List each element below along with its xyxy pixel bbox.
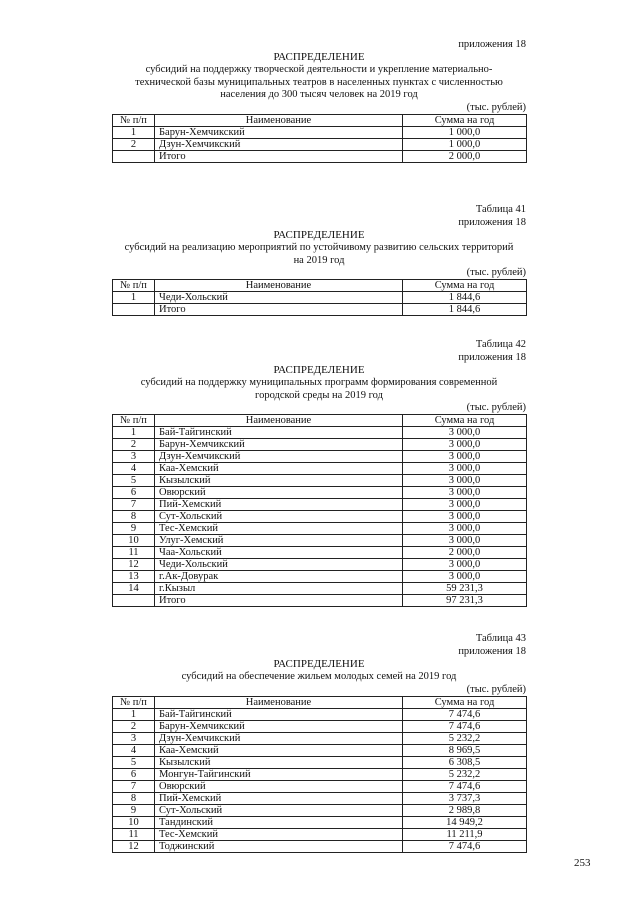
row-name-cell: Дзун-Хемчикский [155,732,403,744]
table-row [113,451,527,463]
distribution-table [112,696,527,853]
row-sum-cell: 8 969,5 [403,744,527,756]
row-number-cell: 7 [113,499,155,511]
units-label: (тыс. рублей) [466,267,526,279]
appendix-reference: приложения 18 [458,646,526,657]
row-sum-cell: 97 231,3 [403,595,527,607]
table-row [113,475,527,487]
table-row [113,732,527,744]
row-sum-cell: 3 000,0 [403,439,527,451]
row-sum-cell: 3 000,0 [403,559,527,571]
table-row [113,292,527,304]
table-row [113,487,527,499]
row-sum-cell: 3 737,3 [403,792,527,804]
row-name-cell: Бай-Тайгинский [155,427,403,439]
row-name-cell: Тес-Хемский [155,523,403,535]
row-name-cell: г.Кызыл [155,583,403,595]
table-row [113,427,527,439]
row-number-cell: 10 [113,535,155,547]
row-number-cell: 11 [113,828,155,840]
row-name-cell: Барун-Хемчикский [155,126,403,138]
row-name-cell: Монгун-Тайгинский [155,768,403,780]
table-row [113,816,527,828]
row-name-cell: г.Ак-Довурак [155,571,403,583]
row-name-cell: Чаа-Хольский [155,547,403,559]
table-row [113,828,527,840]
column-header-name: Наименование [155,114,403,126]
row-sum-cell: 3 000,0 [403,523,527,535]
column-header-number: № п/п [113,696,155,708]
row-name-cell: Дзун-Хемчикский [155,138,403,150]
row-sum-cell: 3 000,0 [403,475,527,487]
table-row [113,804,527,816]
table-row [113,708,527,720]
section-subtitle-line: городской среды на 2019 год [255,389,383,401]
row-number-cell: 9 [113,804,155,816]
row-number-cell: 6 [113,487,155,499]
distribution-table [112,114,527,163]
units-label: (тыс. рублей) [466,683,526,695]
table-header-row [113,280,527,292]
row-sum-cell: 7 474,6 [403,780,527,792]
row-name-cell: Итого [155,595,403,607]
column-header-sum: Сумма на год [403,415,527,427]
table-row [113,126,527,138]
column-header-number: № п/п [113,280,155,292]
row-number-cell: 4 [113,463,155,475]
row-number-cell: 1 [113,427,155,439]
table-row [113,547,527,559]
section-subtitle-line: субсидий на поддержку муниципальных программ формирования современной [140,377,498,388]
table-row [113,511,527,523]
row-sum-cell: 5 232,2 [403,732,527,744]
row-name-cell: Каа-Хемский [155,463,403,475]
table-row [113,768,527,780]
row-sum-cell: 7 474,6 [403,840,527,852]
table-row [113,780,527,792]
row-name-cell: Итого [155,150,403,162]
row-name-cell: Бай-Тайгинский [155,708,403,720]
row-sum-cell: 1 000,0 [403,138,527,150]
table-row [113,720,527,732]
row-number-cell: 2 [113,439,155,451]
row-number-cell: 5 [113,756,155,768]
section-subtitle-line: субсидий на обеспечение жильем молодых семей на 2019 год [181,671,457,682]
column-header-number: № п/п [113,415,155,427]
table-row [113,840,527,852]
row-sum-cell: 3 000,0 [403,535,527,547]
row-number-cell: 2 [113,720,155,732]
row-number-cell: 7 [113,780,155,792]
table-row [113,571,527,583]
row-number-cell: 14 [113,583,155,595]
row-number-cell: 1 [113,292,155,304]
section-heading: РАСПРЕДЕЛЕНИЕ [273,658,365,670]
row-number-cell: 11 [113,547,155,559]
row-number-cell: 5 [113,475,155,487]
page-number: 253 [574,857,591,869]
row-number-cell: 2 [113,138,155,150]
row-sum-cell: 11 211,9 [403,828,527,840]
row-name-cell: Овюрский [155,487,403,499]
row-number-cell: 3 [113,451,155,463]
section-heading: РАСПРЕДЕЛЕНИЕ [273,51,365,63]
row-sum-cell: 1 000,0 [403,126,527,138]
row-sum-cell: 2 000,0 [403,150,527,162]
row-number-cell [113,595,155,607]
appendix-reference: приложения 18 [458,39,526,50]
row-name-cell: Кызылский [155,756,403,768]
row-sum-cell: 5 232,2 [403,768,527,780]
row-sum-cell: 3 000,0 [403,487,527,499]
row-name-cell: Овюрский [155,780,403,792]
section-subtitle-line: на 2019 год [293,254,345,266]
table-header-row [113,114,527,126]
row-number-cell: 12 [113,840,155,852]
section-subtitle-line: субсидий на реализацию мероприятий по устойчивому развитию сельских территорий [124,242,514,253]
units-label: (тыс. рублей) [466,101,526,113]
section-subtitle-line: технической базы муниципальных театров в населенных пунктах с численностью [135,76,503,88]
row-number-cell: 8 [113,792,155,804]
row-name-cell: Тандинский [155,816,403,828]
row-name-cell: Пий-Хемский [155,792,403,804]
row-number-cell [113,150,155,162]
row-sum-cell: 59 231,3 [403,583,527,595]
row-number-cell: 13 [113,571,155,583]
units-label: (тыс. рублей) [466,402,526,414]
table-row [113,535,527,547]
column-header-name: Наименование [155,696,403,708]
table-row [113,463,527,475]
table-total-row [113,595,527,607]
table-label: Таблица 43 [475,633,526,644]
table-label: Таблица 41 [475,204,526,215]
row-sum-cell: 3 000,0 [403,499,527,511]
row-number-cell: 10 [113,816,155,828]
row-sum-cell: 2 989,8 [403,804,527,816]
row-sum-cell: 2 000,0 [403,547,527,559]
table-row [113,138,527,150]
appendix-reference: приложения 18 [458,217,526,228]
table-row [113,499,527,511]
section-heading: РАСПРЕДЕЛЕНИЕ [273,364,365,376]
table-row [113,792,527,804]
table-section-t40 [112,38,526,163]
table-section-t43 [112,632,526,853]
row-sum-cell: 1 844,6 [403,292,527,304]
row-number-cell: 6 [113,768,155,780]
row-name-cell: Итого [155,304,403,316]
row-number-cell: 12 [113,559,155,571]
row-name-cell: Барун-Хемчикский [155,720,403,732]
section-heading: РАСПРЕДЕЛЕНИЕ [273,229,365,241]
row-name-cell: Барун-Хемчикский [155,439,403,451]
section-subtitle-line: населения до 300 тысяч человек на 2019 год [220,89,418,101]
table-row [113,559,527,571]
row-sum-cell: 3 000,0 [403,463,527,475]
row-name-cell: Тоджинский [155,840,403,852]
appendix-reference: приложения 18 [458,352,526,363]
row-number-cell: 4 [113,744,155,756]
row-number-cell: 3 [113,732,155,744]
distribution-table [112,279,527,316]
row-sum-cell: 3 000,0 [403,511,527,523]
row-number-cell [113,304,155,316]
table-row [113,583,527,595]
row-name-cell: Дзун-Хемчикский [155,451,403,463]
column-header-name: Наименование [155,280,403,292]
row-name-cell: Улуг-Хемский [155,535,403,547]
column-header-sum: Сумма на год [403,696,527,708]
table-row [113,523,527,535]
table-header-row [113,415,527,427]
column-header-sum: Сумма на год [403,114,527,126]
row-number-cell: 9 [113,523,155,535]
column-header-name: Наименование [155,415,403,427]
table-row [113,744,527,756]
row-sum-cell: 3 000,0 [403,571,527,583]
row-number-cell: 1 [113,708,155,720]
row-sum-cell: 14 949,2 [403,816,527,828]
row-name-cell: Тес-Хемский [155,828,403,840]
row-number-cell: 1 [113,126,155,138]
table-row [113,756,527,768]
table-row [113,439,527,451]
row-name-cell: Кызылский [155,475,403,487]
row-name-cell: Каа-Хемский [155,744,403,756]
row-name-cell: Пий-Хемский [155,499,403,511]
row-sum-cell: 1 844,6 [403,304,527,316]
row-sum-cell: 7 474,6 [403,708,527,720]
table-total-row [113,150,527,162]
table-section-t42 [112,338,526,607]
row-name-cell: Чеди-Хольский [155,292,403,304]
table-header-row [113,696,527,708]
row-name-cell: Сут-Хольский [155,804,403,816]
row-name-cell: Сут-Хольский [155,511,403,523]
row-number-cell: 8 [113,511,155,523]
column-header-sum: Сумма на год [403,280,527,292]
table-section-t41 [112,203,526,316]
row-sum-cell: 3 000,0 [403,427,527,439]
table-label: Таблица 42 [475,339,526,350]
column-header-number: № п/п [113,114,155,126]
row-sum-cell: 7 474,6 [403,720,527,732]
row-sum-cell: 3 000,0 [403,451,527,463]
section-subtitle-line: субсидий на поддержку творческой деятельности и укрепление материально- [145,64,493,75]
row-name-cell: Чеди-Хольский [155,559,403,571]
distribution-table [112,414,527,607]
row-sum-cell: 6 308,5 [403,756,527,768]
table-total-row [113,304,527,316]
